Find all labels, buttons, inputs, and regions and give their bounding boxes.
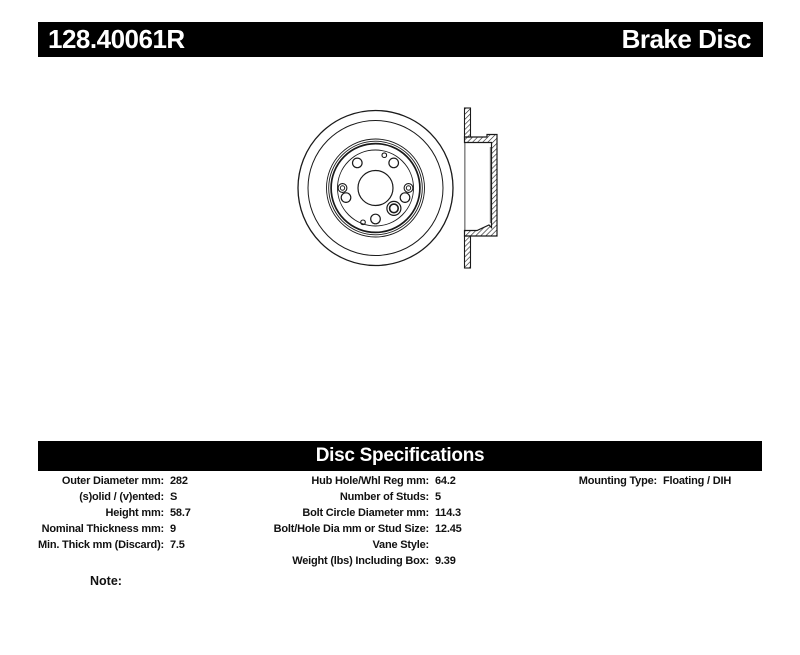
spec-label: Vane Style: (372, 539, 429, 551)
spec-label: (s)olid / (v)ented: (79, 491, 164, 503)
note-label: Note: (90, 574, 122, 588)
spec-row (20, 505, 191, 521)
spec-label: Height mm: (105, 507, 164, 519)
stud-hole (371, 214, 381, 224)
brake-disc-side-view (465, 108, 498, 268)
stud-hole (353, 158, 363, 168)
spec-column-left (20, 473, 191, 553)
spec-column-middle (240, 473, 462, 569)
part-number: 128.40061R (48, 24, 185, 54)
spec-row (240, 489, 462, 505)
friction-surface-circle (308, 121, 443, 256)
spec-label: Number of Studs: (339, 491, 429, 503)
brake-disc-technical-drawing (280, 95, 520, 280)
spec-value: 58.7 (170, 507, 191, 519)
spec-value: 64.2 (435, 475, 456, 487)
outer-diameter-circle (298, 111, 453, 266)
locating-pin-hole (382, 153, 387, 158)
hat-ring-circle (329, 141, 423, 235)
cross-section-stud-top (465, 108, 471, 137)
spec-section-bar (38, 441, 762, 471)
brake-disc-front-view (298, 111, 453, 266)
cross-section-stud-bottom (465, 236, 471, 268)
stud-hole (400, 193, 410, 203)
spec-column-right (540, 473, 731, 489)
spec-label: Weight (lbs) Including Box: (292, 555, 429, 567)
spec-row (240, 553, 462, 569)
countersunk-hole-inner (390, 204, 399, 213)
set-screw-hole (338, 184, 347, 193)
stud-hole (389, 158, 399, 168)
set-screw-hole-inner (406, 186, 410, 190)
cross-section-hat (465, 135, 498, 237)
page-title: Brake Disc (621, 24, 751, 54)
spec-value: 9 (170, 523, 176, 535)
spec-value: Floating / DIH (663, 475, 732, 487)
spec-label: Bolt/Hole Dia mm or Stud Size: (273, 523, 429, 535)
spec-row (20, 537, 191, 553)
spec-value: 5 (435, 491, 441, 503)
header-bar (38, 22, 763, 57)
spec-label: Min. Thick mm (Discard): (38, 539, 164, 551)
set-screw-hole-inner (340, 186, 344, 190)
spec-row (240, 473, 462, 489)
spec-row (240, 521, 462, 537)
spec-value: 282 (170, 475, 188, 487)
spec-label: Hub Hole/Whl Reg mm: (311, 475, 429, 487)
spec-label: Outer Diameter mm: (61, 475, 164, 487)
spec-label: Nominal Thickness mm: (41, 523, 164, 535)
spec-row (20, 489, 191, 505)
spec-section-title: Disc Specifications (315, 445, 485, 466)
spec-value: 7.5 (170, 539, 185, 551)
set-screw-hole (404, 184, 413, 193)
spec-row (240, 537, 462, 553)
spec-row (240, 505, 462, 521)
spec-row (20, 473, 191, 489)
spec-value: 12.45 (435, 523, 462, 535)
spec-value: 9.39 (435, 555, 456, 567)
center-hub-hole (358, 171, 393, 206)
spec-value: S (170, 491, 178, 503)
stud-hole (341, 193, 351, 203)
spec-row (540, 473, 731, 489)
spec-value: 114.3 (435, 507, 461, 519)
spec-row (20, 521, 191, 537)
spec-label: Bolt Circle Diameter mm: (302, 507, 429, 519)
hat-ring-circle (327, 139, 425, 237)
spec-label: Mounting Type: (578, 475, 657, 487)
